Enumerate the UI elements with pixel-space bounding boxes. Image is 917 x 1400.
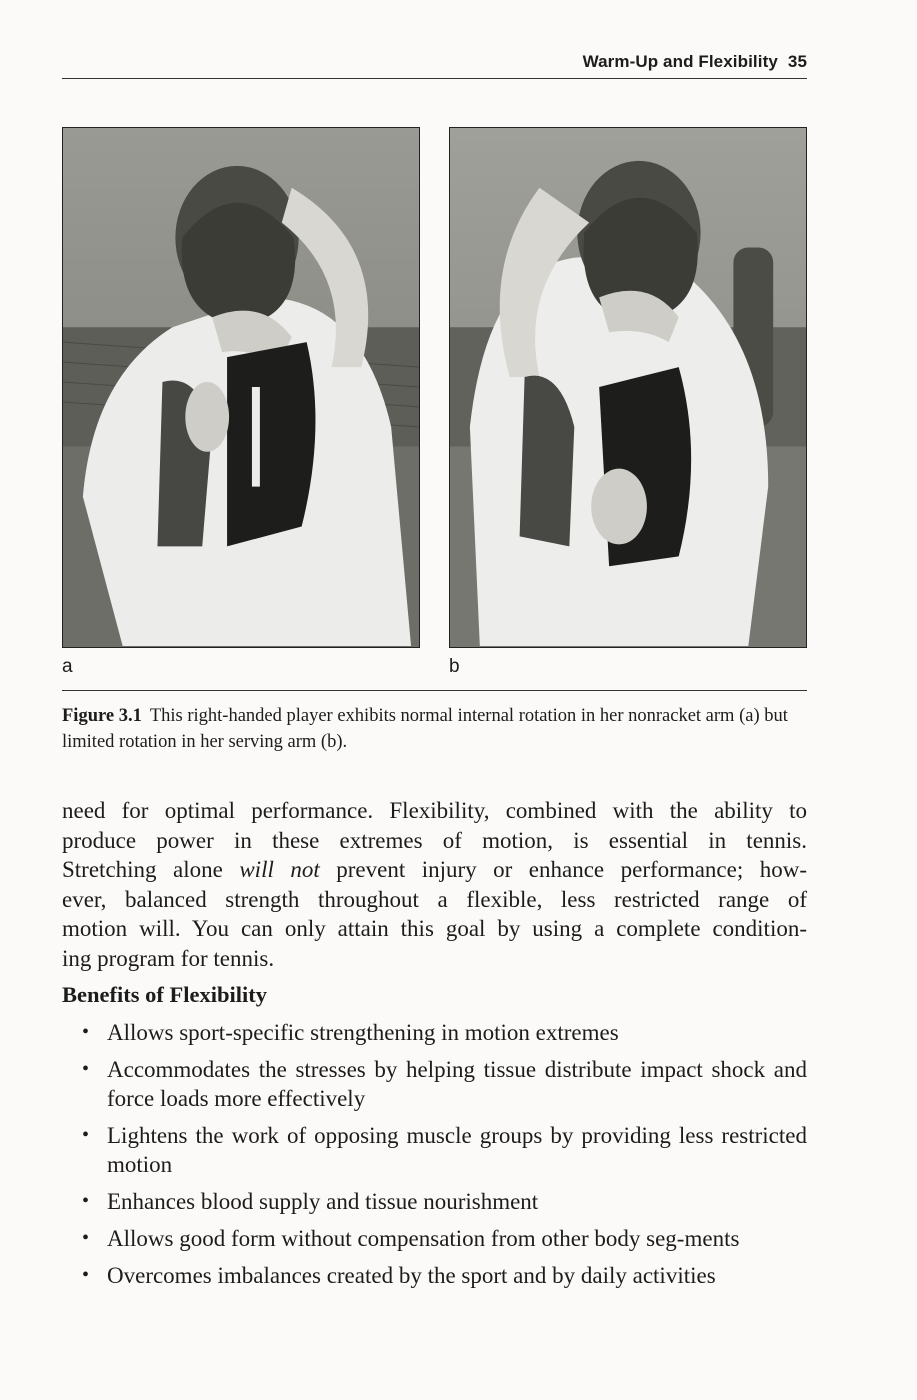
body-paragraph [62, 796, 807, 973]
body-text-fragment: Stretching alone [62, 857, 240, 882]
body-line: ing program for tennis. [62, 945, 275, 971]
body-line: produce power in these extremes of motion, is essential in tennis. [62, 827, 807, 853]
bullet-icon: • [82, 1124, 90, 1146]
list-item-text: Overcomes imbalances created by the sport and by daily activities [107, 1263, 716, 1288]
photo-b-illustration [450, 128, 806, 647]
bullet-icon: • [82, 1021, 90, 1043]
list-item [78, 1187, 807, 1216]
body-line [62, 855, 807, 885]
list-item [78, 1055, 807, 1113]
header-rule [62, 78, 807, 79]
bullet-icon: • [82, 1264, 90, 1286]
list-item [78, 1018, 807, 1047]
list-item-text: Allows sport-specific strengthening in motion extremes [107, 1020, 619, 1045]
list-item-text: Allows good form without compensation from other body seg-ments [107, 1226, 740, 1251]
list-item [78, 1261, 807, 1290]
page-number: 35 [787, 52, 807, 71]
body-line: ever, balanced strength throughout a flexible, less restricted range of [62, 886, 807, 912]
body-line: motion will. You can only attain this goal by using a complete condition- [62, 916, 807, 941]
benefits-list [78, 1018, 807, 1298]
figure-label: Figure 3.1 [62, 706, 142, 726]
emphasis-text: will not [239, 857, 320, 882]
list-item [78, 1121, 807, 1179]
figure-photo-a [62, 127, 420, 648]
caption-rule [62, 690, 807, 691]
list-item [78, 1224, 807, 1253]
section-heading: Benefits of Flexibility [62, 982, 267, 1007]
body-line: need for optimal performance. Flexibility, combined with the ability to [62, 798, 807, 823]
figure-caption [62, 703, 807, 755]
photo-a-illustration [63, 128, 419, 647]
bullet-icon: • [82, 1190, 90, 1212]
body-text-fragment: prevent injury or enhance performance; how- [319, 857, 807, 882]
running-head [62, 52, 807, 72]
figure-photo-b [449, 127, 807, 648]
list-item-text: Lightens the work of opposing muscle groups by providing less restricted motion [107, 1123, 807, 1177]
caption-text: This right-handed player exhibits normal internal rotation in her nonracket arm (a) but limited rotation in her serving arm (b). [62, 706, 788, 752]
list-item-text: Accommodates the stresses by helping tissue distribute impact shock and force loads more effectively [107, 1057, 807, 1111]
running-head-title: Warm-Up and Flexibility [582, 52, 778, 71]
list-item-text: Enhances blood supply and tissue nourishment [107, 1189, 539, 1214]
panel-label-a: a [62, 656, 73, 677]
bullet-icon: • [82, 1058, 90, 1080]
bullet-icon: • [82, 1227, 90, 1249]
panel-label-b: b [449, 656, 460, 677]
